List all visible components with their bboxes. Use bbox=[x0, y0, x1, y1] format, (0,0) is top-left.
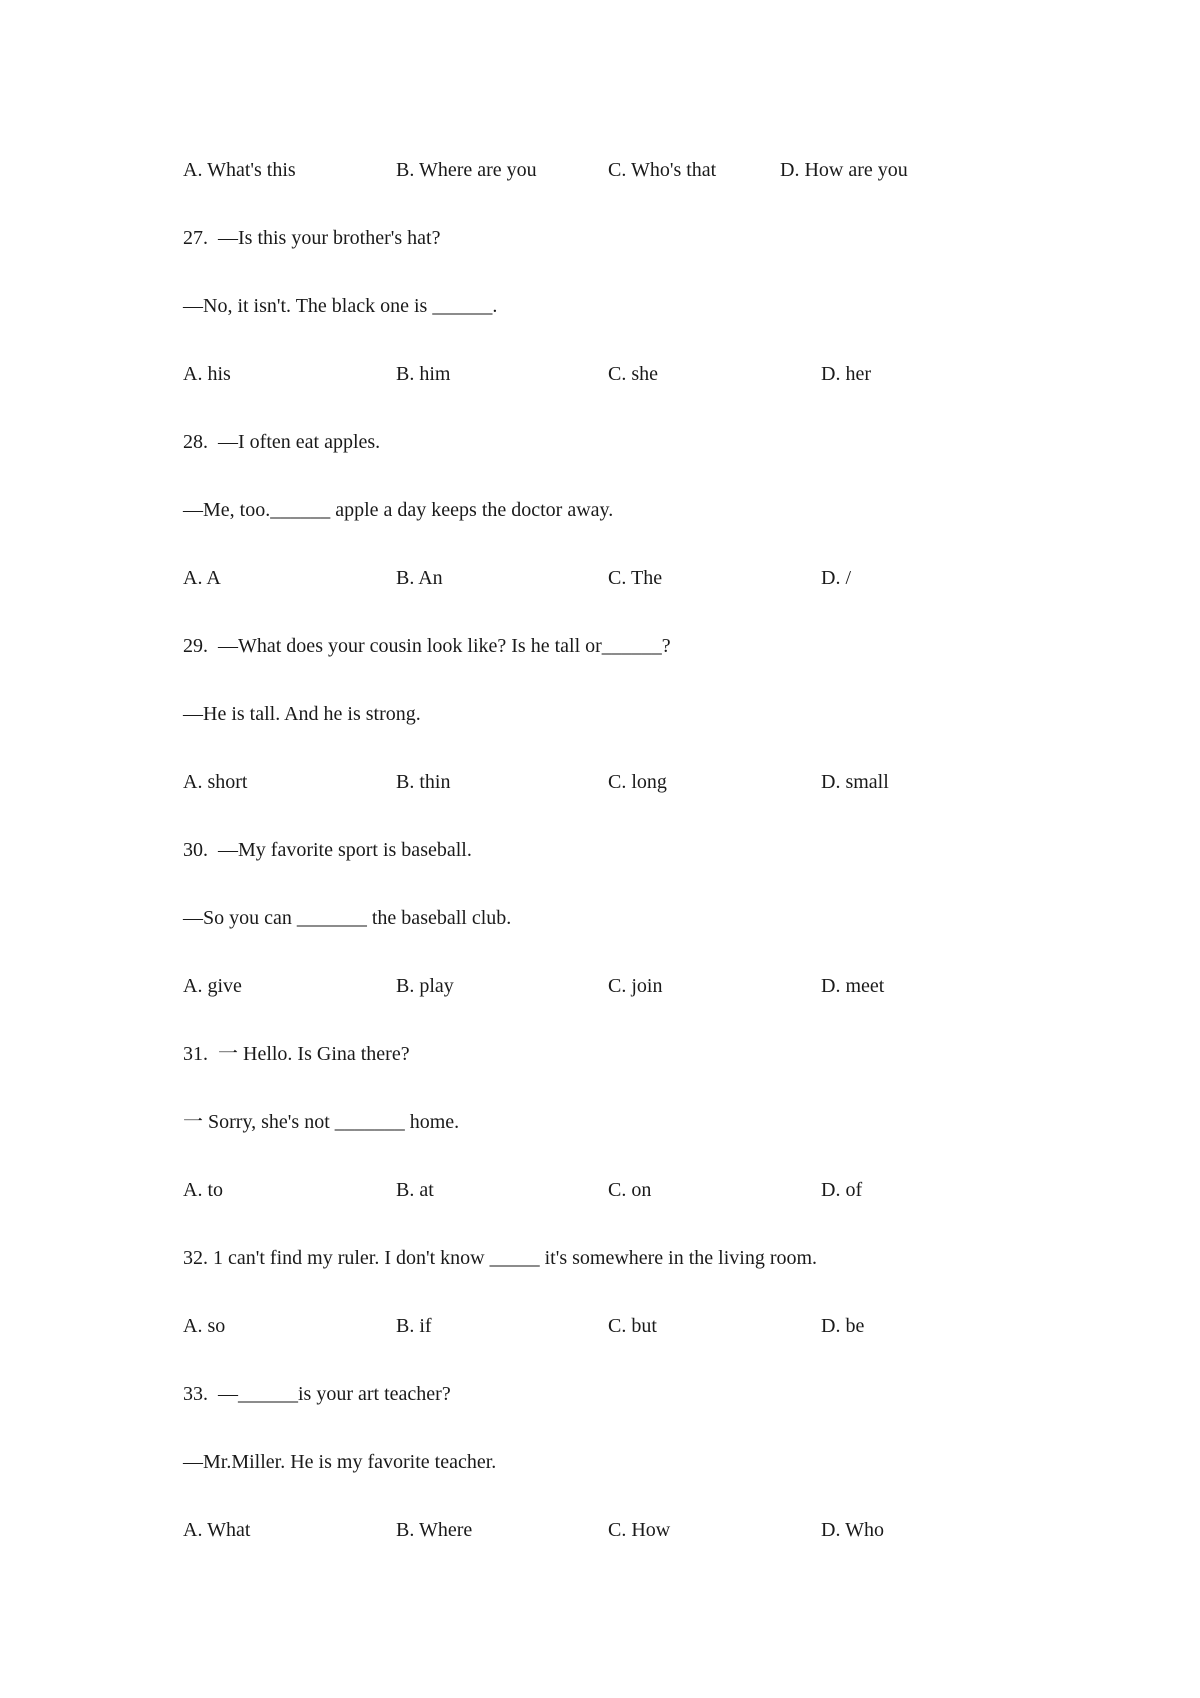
q27-option-b: B. him bbox=[396, 363, 451, 385]
q28-option-b: B. An bbox=[396, 567, 443, 589]
q28-options bbox=[183, 566, 1083, 590]
q32-options bbox=[183, 1314, 1083, 1338]
q31-option-b: B. at bbox=[396, 1179, 434, 1201]
q26-option-c: C. Who's that bbox=[608, 159, 717, 181]
q29-option-b: B. thin bbox=[396, 771, 451, 793]
q33-answer-line: —Mr.Miller. He is my favorite teacher. bbox=[183, 1451, 497, 1473]
q31-option-a: A. to bbox=[183, 1179, 223, 1201]
q30-option-c: C. join bbox=[608, 975, 663, 997]
q33-option-c: C. How bbox=[608, 1519, 671, 1541]
q33-option-a: A. What bbox=[183, 1519, 251, 1541]
q30-option-b: B. play bbox=[396, 975, 454, 997]
q30-answer-line: —So you can _______ the baseball club. bbox=[183, 907, 512, 929]
q31-option-c: C. on bbox=[608, 1179, 652, 1201]
q32-option-b: B. if bbox=[396, 1315, 432, 1337]
q33-option-b: B. Where bbox=[396, 1519, 473, 1541]
q32-question: 32. 1 can't find my ruler. I don't know _____ it's somewhere in the living room. bbox=[183, 1247, 818, 1269]
q28-question: 28. —I often eat apples. bbox=[183, 431, 381, 453]
q30-option-a: A. give bbox=[183, 975, 242, 997]
q28-answer-line: —Me, too.______ apple a day keeps the doctor away. bbox=[183, 499, 614, 521]
q26-option-a: A. What's this bbox=[183, 159, 296, 181]
q29-answer-line: —He is tall. And he is strong. bbox=[183, 703, 421, 725]
q29-option-c: C. long bbox=[608, 771, 667, 793]
q33-option-d: D. Who bbox=[821, 1519, 884, 1541]
q26-option-d: D. How are you bbox=[780, 159, 908, 181]
q27-option-c: C. she bbox=[608, 363, 658, 385]
q31-answer-line: 一 Sorry, she's not _______ home. bbox=[183, 1111, 460, 1133]
q31-options bbox=[183, 1178, 1083, 1202]
q32-option-c: C. but bbox=[608, 1315, 657, 1337]
q26-option-b: B. Where are you bbox=[396, 159, 537, 181]
q26-options bbox=[183, 158, 1083, 182]
q29-question: 29. —What does your cousin look like? Is he tall or______? bbox=[183, 635, 671, 657]
q31-option-d: D. of bbox=[821, 1179, 863, 1201]
q27-option-a: A. his bbox=[183, 363, 231, 385]
q33-options bbox=[183, 1518, 1083, 1542]
q28-option-d: D. / bbox=[821, 567, 851, 589]
q29-options bbox=[183, 770, 1083, 794]
q29-option-d: D. small bbox=[821, 771, 889, 793]
q33-question: 33. —______is your art teacher? bbox=[183, 1383, 451, 1405]
q29-option-a: A. short bbox=[183, 771, 248, 793]
q32-option-a: A. so bbox=[183, 1315, 226, 1337]
q27-question: 27. —Is this your brother's hat? bbox=[183, 227, 441, 249]
q30-option-d: D. meet bbox=[821, 975, 885, 997]
q32-option-d: D. be bbox=[821, 1315, 865, 1337]
q27-options bbox=[183, 362, 1083, 386]
q28-option-c: C. The bbox=[608, 567, 663, 589]
q28-option-a: A. A bbox=[183, 567, 221, 589]
q31-question: 31. 一 Hello. Is Gina there? bbox=[183, 1043, 410, 1065]
q30-question: 30. —My favorite sport is baseball. bbox=[183, 839, 472, 861]
q27-answer-line: —No, it isn't. The black one is ______. bbox=[183, 295, 498, 317]
q30-options bbox=[183, 974, 1083, 998]
q27-option-d: D. her bbox=[821, 363, 871, 385]
